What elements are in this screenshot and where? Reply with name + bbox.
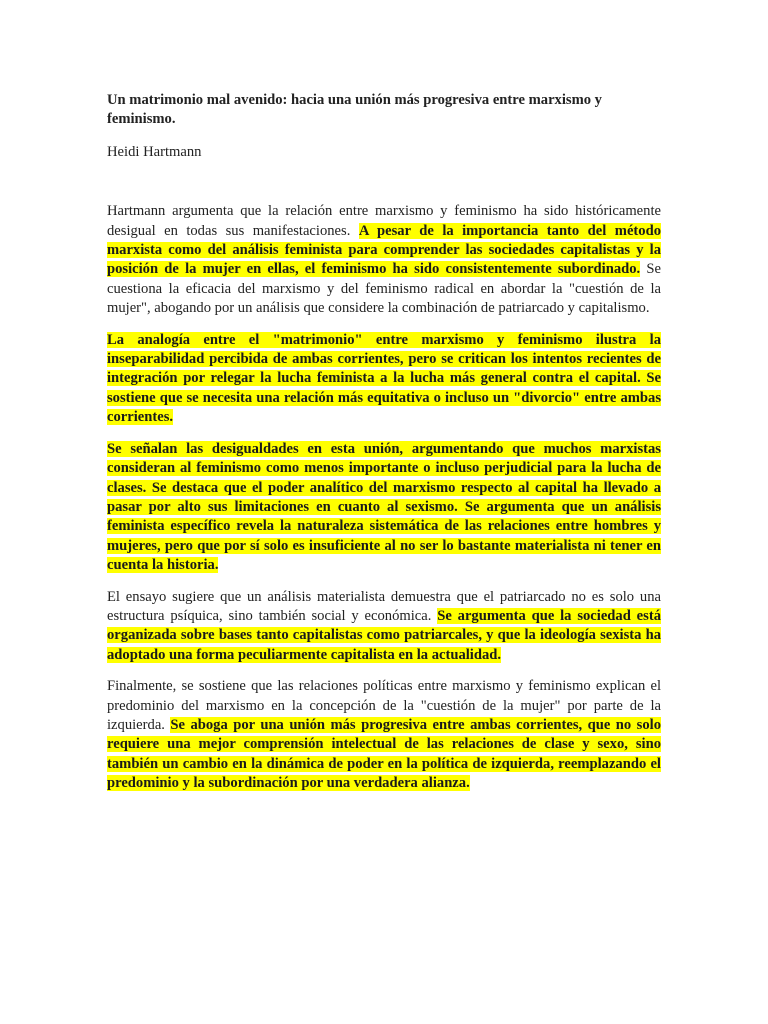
paragraph-3-highlight: Se señalan las desigualdades en esta unión, argumentando que muchos marxistas consideran al feminismo como menos importante o incluso perjudicial para la lucha de clases. Se destaca que el poder analítico del marxismo respecto al capital ha llevado a pasar por alto sus limitaciones en cuanto al sexismo. Se argumenta que un análisis feminista específico revela la naturaleza sistemática de las relaciones entre hombres y mujeres, pero que por sí solo es insuficiente al no ser lo bastante materialista ni tener en cuenta la historia. [107, 440, 661, 574]
paragraph-1-segment-3: Se cuestiona la eficacia del marxismo y del feminismo radical en abordar la "cuestión de la mujer", abogando por un análisis que considere la combinación de patriarcado y capitalismo. [107, 261, 661, 317]
paragraph-1-segment-1: Hartmann argumenta que la relación entre marxismo y feminismo ha sido históricamente desigual en todas sus manifestaciones. [107, 203, 661, 239]
document-author: Heidi Hartmann [107, 143, 202, 160]
paragraph-2-highlight: La analogía entre el "matrimonio" entre marxismo y feminismo ilustra la inseparabilidad percibida de ambas corrientes, pero se critican los intentos recientes de integración por relegar la lucha feminista a la lucha más general contra el capital. Se sostiene que se necesita una relación más equitativa o incluso un "divorcio" entre ambas corrientes. [107, 331, 661, 426]
paragraph-2 [107, 331, 661, 428]
document-title: Un matrimonio mal avenido: hacia una unión más progresiva entre marxismo y feminismo. [107, 92, 602, 128]
document-content [107, 91, 661, 806]
paragraph-3 [107, 440, 661, 576]
paragraph-1 [107, 202, 661, 318]
paragraph-4-segment-1: El ensayo sugiere que un análisis materialista demuestra que el patriarcado no es solo una estructura psíquica, sino también social y económica. [107, 588, 661, 624]
paragraph-4-highlight: Se argumenta que la sociedad está organizada sobre bases tanto capitalistas como patriarcales, y que la ideología sexista ha adoptado una forma peculiarmente capitalista en la actualidad. [107, 607, 661, 663]
paragraph-5-segment-1: Finalmente, se sostiene que las relaciones políticas entre marxismo y feminismo explican el predominio del marxismo en la concepción de la "cuestión de la mujer" por parte de la izquierda. [107, 678, 661, 733]
paragraph-5 [107, 677, 661, 793]
paragraph-1-highlight: A pesar de la importancia tanto del método marxista como del análisis feminista para comprender las sociedades capitalistas y la posición de la mujer en ellas, el feminismo ha sido consistentemente subordinado. [107, 222, 661, 278]
paragraph-5-highlight: Se aboga por una unión más progresiva entre ambas corrientes, que no solo requiere una mejor comprensión intelectual de las relaciones de clase y sexo, sino también un cambio en la dinámica de poder en la política de izquierda, reemplazando el predominio y la subordinación por una verdadera alianza. [107, 716, 661, 792]
paragraph-4 [107, 588, 661, 666]
